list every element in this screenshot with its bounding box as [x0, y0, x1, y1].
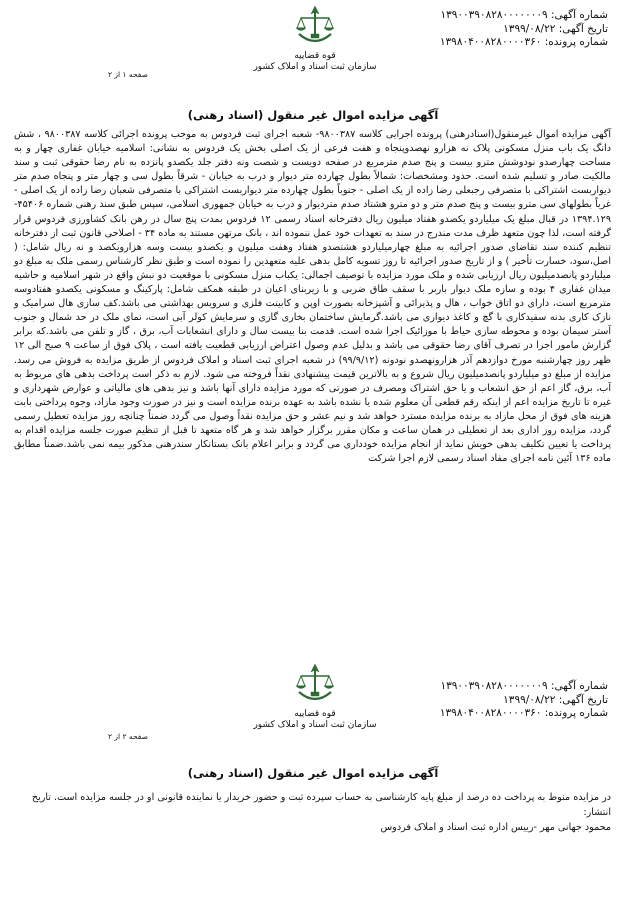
notice-title: آگهی مزایده اموال غیر منقول (اسناد رهنی)	[187, 766, 439, 780]
file-number: شماره پرونده: ۱۳۹۸۰۴۰۰۸۲۸۰۰۰۰۳۶۰	[439, 707, 608, 719]
page-label: صفحه ۲ از ۲	[108, 732, 148, 741]
page-label: صفحه ۱ از ۲	[108, 70, 148, 79]
signature-line: محمود جهانی مهر -رییس اداره ثبت اسناد و املاک فردوس	[380, 822, 611, 833]
ad-date: تاریخ آگهی: ۱۳۹۹/۰۸/۲۲	[503, 693, 608, 706]
logo-line-1: قوه قضاییه	[294, 709, 336, 719]
judiciary-emblem-icon	[291, 4, 339, 50]
notice-meta	[440, 9, 608, 50]
logo-line-2: سازمان ثبت اسناد و املاک کشور	[253, 62, 377, 72]
ad-number: شماره آگهی: ۱۳۹۰۰۳۹۰۸۲۸۰۰۰۰۰۰۰۹	[440, 9, 608, 21]
file-number: شماره پرونده: ۱۳۹۸۰۴۰۰۸۲۸۰۰۰۰۳۶۰	[439, 36, 608, 48]
judiciary-logo	[250, 4, 380, 73]
judiciary-emblem-icon	[291, 662, 339, 708]
notice-body	[14, 790, 611, 835]
judiciary-logo	[250, 662, 380, 731]
ad-number: شماره آگهی: ۱۳۹۰۰۳۹۰۸۲۸۰۰۰۰۰۰۰۹	[440, 680, 608, 692]
logo-line-1: قوه قضاییه	[294, 51, 336, 61]
notice-page-2	[0, 650, 626, 910]
body-paragraph: در مزایده منوط به پرداخت ده درصد از مبلغ پایه کارشناسی به حساب سپرده ثبت و حضور خریدار یا نماینده قانونی او در جلسه مزایده است. تاریخ انتشار:	[31, 792, 611, 818]
logo-line-2: سازمان ثبت اسناد و املاک کشور	[253, 720, 377, 730]
notice-title: آگهی مزایده اموال غیر منقول (اسناد رهنی)	[187, 108, 439, 122]
notice-meta	[440, 680, 608, 721]
notice-body: آگهی مزایده اموال غیرمنقول(اسنادرهنی) پرونده اجرایی کلاسه ۹۸۰۰۳۸۷- شعبه اجرای ثبت فردوس به موجب پرونده اجرائی کلاسه ۹۸۰۰۳۸۷ ، شش دانگ یک باب منزل مسکونی پلاک نه هزارو نهصدوپنجاه و هفت فرعی از یک اصلی بخش یک فردوس به نشانی: اسلامیه خیابان غفاری چهار و به مساحت چهارصدو نودوشش مترو بیست و پنج صدم مترمربع در صفحه دویست و شصت ونه دفتر جلد یکصدو پانزده به نام رضا حقوقی ثبت و سند مالکیت صادر و تسلیم شده است. حدود ومشخصات: شمالاً بطول چهارده متر دیوار و درب به خیابان - شرقاً بطول سی و چهار متر و پنجاه صدم متر دیواربست اشتراکی با متصرفی رجبعلی رضا زاده از یک اصلی - جنوباً بطول چهارده متر دیواربست اشتراکی با متصرفی شعبان رضا زاده از یک اصلی - غرباً بطولهای سی مترو بیست و پنج صدم متر و دو مترو هشتاد صدم متردیوار و درب به خیابان جمهوری اسلامی، سپس طبق سند رهنی شماره ۴۵۴۰۶- ۱۳۹۴.۱۲۹ در قبال مبلغ یک میلیاردو یکصدو هفتاد میلیون ریال دفترخانه اسناد رسمی ۱۲ فردوس بمدت پنج سال در رهن بانک کشاورزی فردوس قرار گرفته است، لذا چون متعهد ظرف مدت مندرج در سند به تعهدات خود عمل ننموده اند ، بانک مرتهن مستند به ماده ۳۴ - اصلاحی قانون ثبت از دفترخانه تنظیم کننده سند تقاضای صدور اجرائیه به مبلغ چهارمیلیاردو هشتصدو هفتاد وهفت میلیون و یکصدو بیست وسه هزارویکصد و نه ریال شامل: ( اصل،سود، خسارت تأخیر ) و از تاریخ صدور اجرائیه تا روز تسویه کامل بدهی علیه متعهدین را نموده است و طبق نظر کارشناس رسمی ملک به مبلغ دو میلیاردو پانصدمیلیون ریال ارزیابی شده و ملک مورد مزایده با توصیف اجمالی: یکباب منزل مسکونی با موقعیت دو نبش واقع در شهر اسلامیه و حاشیه میدان غفاری ۴ بوده و سازه ملک دیوار باربر با سقف طاق ضربی و با زیربنای اعیان در طبقه همکف شامل: پارکینگ و مسکونی یکصدو هفتادوسه مترمربع است، دارای دو اتاق خواب ، هال و پذیرائی و آشپزخانه بصورت اوپن و کابینت فلزی و سرویس بهداشتی می باشد.کف سازی هال سرامیک و نازک کاری بدنه سفیدکاری با گچ و کاغذ دیواری می باشد.گرمایش ساختمان بخاری گازی و سرمایش کولر آبی است، نمای ملک در حد شمال و جنوب آستر سیمان بوده و محوطه سازی حیاط با موزائیک اجرا شده است. قدمت بنا بیست سال و دارای انشعابات آب، برق ، گاز و تلفن می باشد.که برابر گزارش مامور اجرا در تصرف آقای رضا حقوقی می باشد و بدلیل عدم وصول اعتراض ارزیابی قطعیت یافته است ، پلاک فوق از ساعت ۹ صبح الی ۱۲ ظهر روز چهارشنبه مورخ دوازدهم آذر هزارونهصدو نودونه (۹۹/۹/۱۲) در شعبه اجرای ثبت اسناد و املاک فردوس از طریق مزایده به فروش می رسد. مزایده از مبلغ دو میلیاردو پانصدمیلیون ریال شروع و به بالاترین قیمت پیشنهادی نقداً فروخته می شود. لازم به ذکر است پرداخت بدهی های مربوط به آب، برق، گاز اعم از حق انشعاب و یا حق اشتراک ومصرف در صورتی که مورد مزایده دارای آنها باشد و نیز بدهی های مالیاتی و عوارض شهرداری و غیره تا تاریخ مزایده اعم از اینکه رقم قطعی آن معلوم شده یا نشده باشد به عهده برنده مزایده است و نیز در صورت وجود مازاد، وجوه پرداختی بابت هزینه های فوق از محل مازاد به برنده مزایده مسترد خواهد شد و نیم عشر و حق مزایده نقداً وصول می گردد ضمناً چنانچه روز مزایده تعطیل رسمی گردد، مزایده روز اداری بعد از تعطیلی در همان ساعت و مکان مقرر برگزار خواهد شد و هر گاه متعهد تا قبل از تنظیم صورت جلسه مزایده اقدام به پرداخت یا تعیین تکلیف بدهی خویش نماید از انجام مزایده خودداری می گردد و برابر اعلام بانک بستانکار سندرهنی مذکور بیمه نمی باشد.ضمناً مطابق ماده ۱۳۶ آئین نامه اجرای مفاد اسناد رسمی لازم اجرا شرکت	[14, 129, 612, 465]
ad-date: تاریخ آگهی: ۱۳۹۹/۰۸/۲۲	[503, 22, 608, 35]
